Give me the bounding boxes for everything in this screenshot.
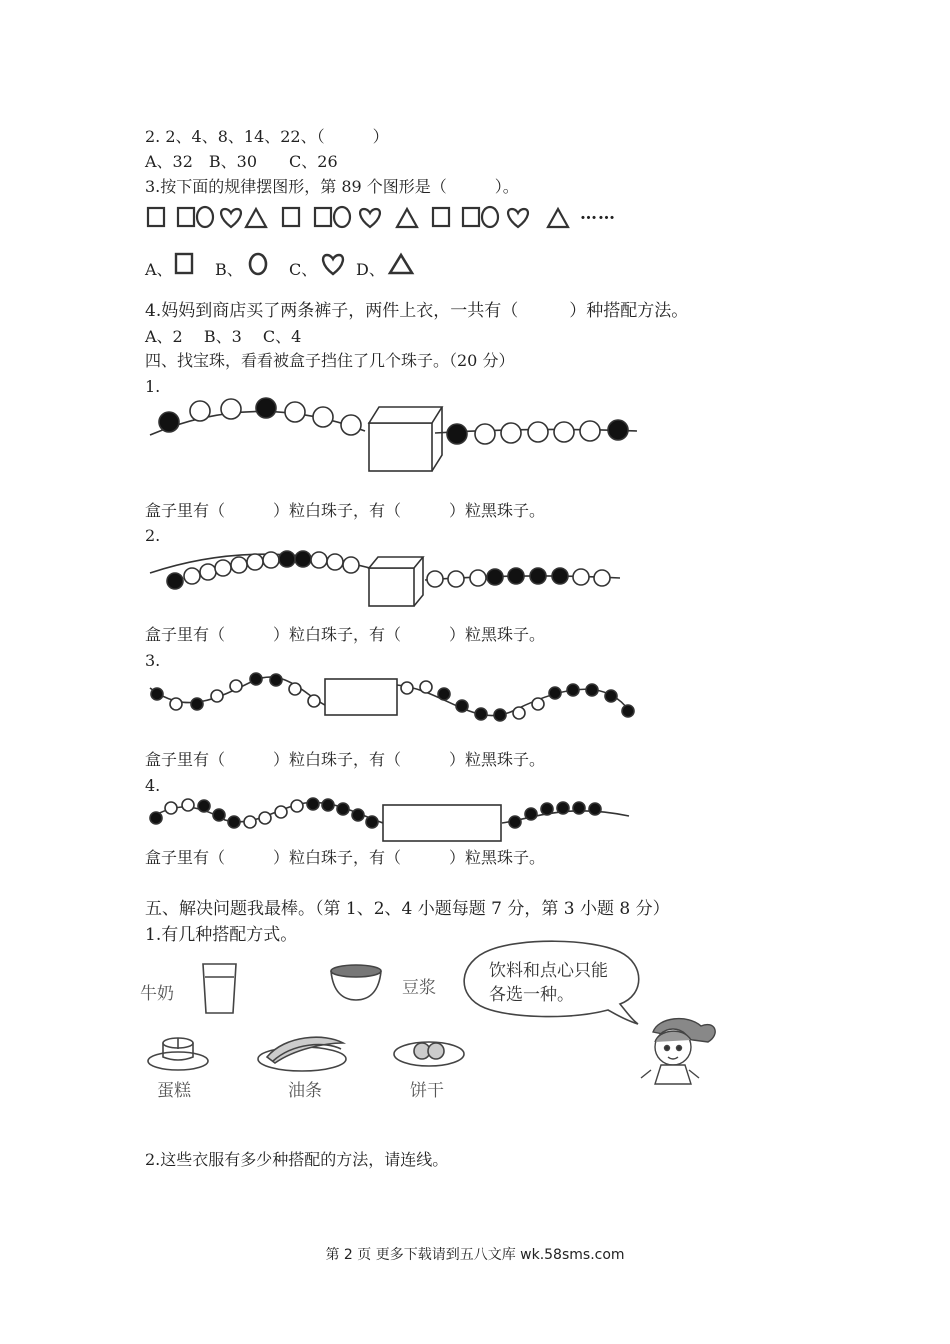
biscuit-icon: [392, 1036, 468, 1072]
circle-icon: [247, 251, 271, 277]
q3-option-d: D、: [356, 260, 385, 279]
q4-options: A、2 B、3 C、4: [145, 327, 302, 346]
q3-text: 3.按下面的规律摆图形，第 89 个图形是（ ）。: [145, 177, 519, 196]
speech-bubble: [460, 940, 645, 1025]
bead-string-3: [145, 670, 645, 730]
bead-string-4: [145, 798, 645, 848]
bead-item-2-number: 2.: [145, 526, 161, 545]
bead-item-3-answer: 盒子里有（ ）粒白珠子，有（ ）粒黑珠子。: [145, 750, 546, 769]
section5-q1: 1.有几种搭配方式。: [145, 925, 298, 945]
page-footer: 第 2 页 更多下载请到五八文库 wk.58sms.com: [325, 1247, 625, 1263]
section4-title: 四、找宝珠，看看被盒子挡住了几个珠子。（20 分）: [145, 351, 515, 370]
q2-text: 2. 2、4、8、14、22、（ ）: [145, 127, 389, 146]
bead-item-4-number: 4.: [145, 776, 161, 795]
cake-icon: [145, 1035, 215, 1075]
girl-illustration: [633, 1012, 718, 1087]
square-icon: [174, 251, 196, 277]
bead-item-1-number: 1.: [145, 377, 161, 396]
q2-options: A、32 B、30 C、26: [145, 152, 338, 171]
pattern-ellipsis: ……: [580, 204, 616, 224]
bead-item-2-answer: 盒子里有（ ）粒白珠子，有（ ）粒黑珠子。: [145, 625, 546, 644]
bead-item-1-answer: 盒子里有（ ）粒白珠子，有（ ）粒黑珠子。: [145, 501, 546, 520]
cake-label: 蛋糕: [157, 1081, 191, 1101]
section5-title: 五、解决问题我最棒。（第 1、2、4 小题每题 7 分，第 3 小题 8 分）: [145, 899, 670, 919]
milk-glass-icon: [200, 961, 240, 1017]
bubble-line-2: 各选一种。: [489, 985, 574, 1005]
bead-string-2: [145, 548, 625, 608]
q3-option-c: C、: [289, 260, 318, 279]
youtiao-label: 油条: [288, 1081, 322, 1101]
q4-text: 4.妈妈到商店买了两条裤子，两件上衣，一共有（ ）种搭配方法。: [145, 301, 689, 321]
biscuit-label: 饼干: [410, 1081, 444, 1101]
soymilk-bowl-icon: [328, 962, 388, 1006]
bead-item-4-answer: 盒子里有（ ）粒白珠子，有（ ）粒黑珠子。: [145, 848, 546, 867]
bubble-line-1: 饮料和点心只能: [489, 961, 608, 981]
bead-item-3-number: 3.: [145, 651, 161, 670]
q3-option-a: A、: [145, 260, 173, 279]
triangle-icon: [387, 251, 415, 277]
section5-q2: 2.这些衣服有多少种搭配的方法，请连线。: [145, 1150, 449, 1169]
bead-string-1: [145, 395, 645, 475]
heart-icon: [320, 251, 346, 277]
soymilk-label: 豆浆: [402, 978, 436, 998]
milk-label: 牛奶: [140, 984, 174, 1004]
youtiao-icon: [255, 1029, 350, 1075]
q3-option-b: B、: [215, 260, 243, 279]
